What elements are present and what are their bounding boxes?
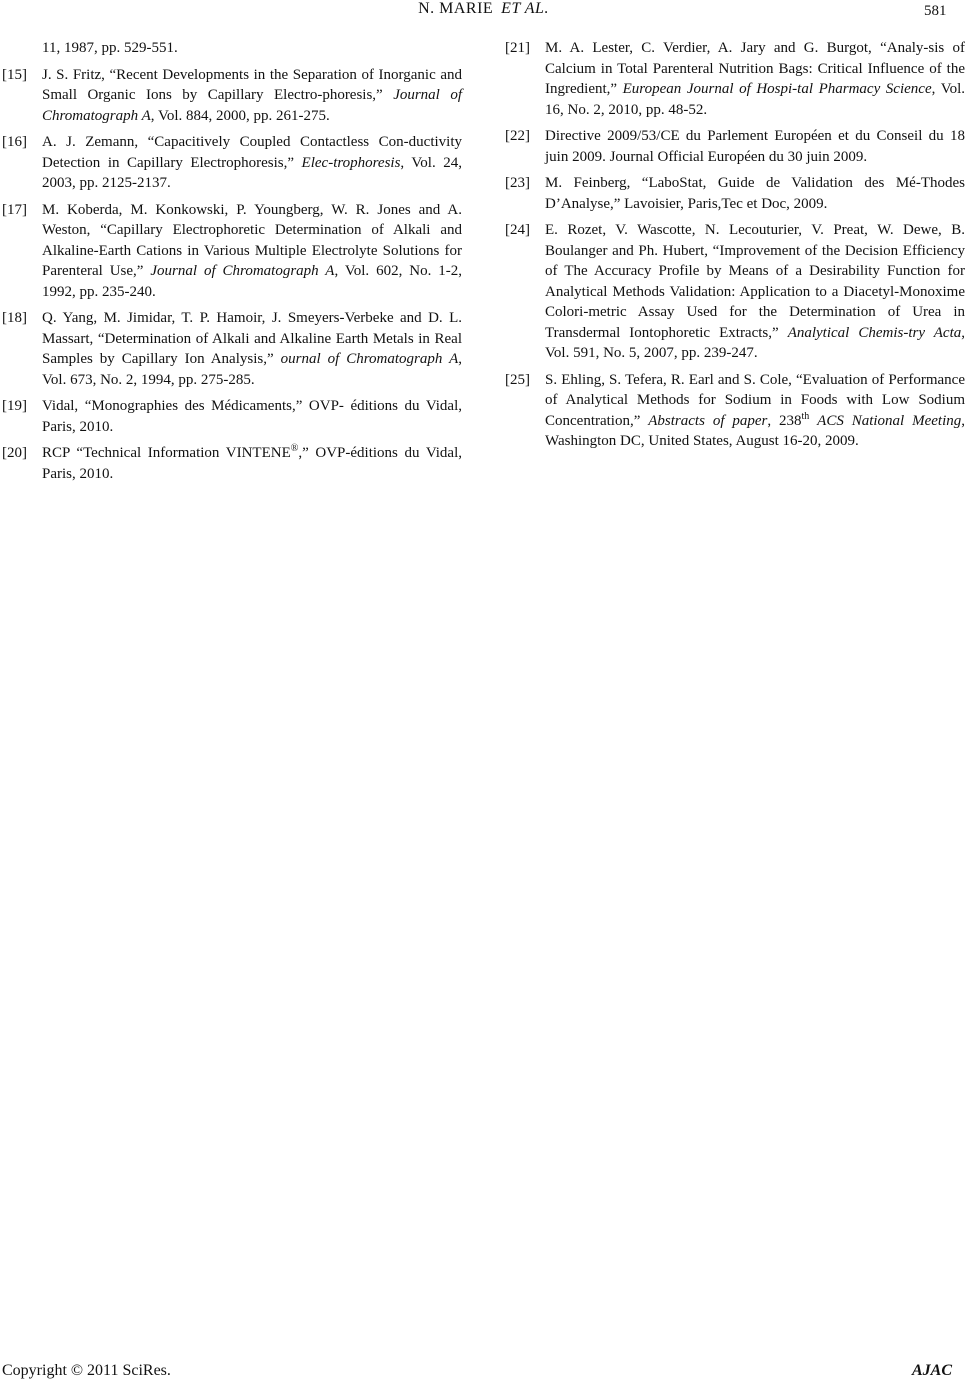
reference-text: A. J. Zemann, “Capacitively Coupled Contactless Con-ductivity Detection in Capillary Electrophoresis,”	[42, 134, 462, 171]
reference-text: S. Ehling, S. Tefera, R. Earl and S. Cole, “Evaluation of Performance of Analytical Methods for Sodium in Foods with Low Sodium Concentration,”	[545, 371, 965, 429]
reference-text: 11, 1987, pp. 529-551.	[42, 40, 178, 56]
reference-text: M. A. Lester, C. Verdier, A. Jary and G. Burgot, “Analy-sis of Calcium in Total Parenteral Nutrition Bags: Critical Influence of the Ingredient,”	[545, 40, 965, 97]
reference-text: , Vol. 16, No. 2, 2010, pp. 48-52.	[545, 81, 966, 118]
reference-number: [20]	[2, 445, 27, 461]
running-head	[0, 0, 967, 24]
reference-text: J. S. Fritz, “Recent Developments in the Separation of Inorganic and Small Organic Ions by Capillary Electro-phoresis,”	[42, 66, 462, 103]
reference-item	[505, 370, 965, 452]
journal-abbreviation: AJAC	[912, 1362, 953, 1379]
references-right-column	[505, 38, 965, 458]
reference-number: [17]	[2, 201, 27, 218]
reference-number: [25]	[505, 371, 530, 388]
et-al: ET AL.	[501, 0, 549, 17]
reference-item	[2, 132, 462, 194]
reference-item	[2, 200, 462, 303]
registered-mark: ®	[290, 443, 299, 454]
reference-number: [18]	[2, 310, 27, 326]
reference-text: M. Feinberg, “LaboStat, Guide de Validation des Mé-Thodes D’Analyse,” Lavoisier, Paris,Tec et Doc, 2009.	[545, 175, 965, 212]
journal-title: Journal of Chromatograph A	[150, 263, 335, 279]
reference-text: , Vol. 24, 2003, pp. 2125-2137.	[42, 154, 462, 191]
reference-text: , Washington DC, United States, August 16-20, 2009.	[545, 412, 966, 449]
reference-text: RCP “Technical Information VINTENE	[42, 445, 291, 461]
reference-item	[2, 38, 462, 59]
author-name: N. MARIE	[418, 0, 494, 17]
reference-text: Directive 2009/53/CE du Parlement Européen et du Conseil du 18 juin 2009. Journal Official Européen du 30 juin 2009.	[545, 128, 965, 165]
page-number: 581	[924, 3, 947, 19]
reference-item	[505, 126, 965, 167]
reference-item	[2, 396, 462, 437]
copyright-notice: Copyright © 2011 SciRes.	[2, 1362, 171, 1379]
reference-item	[505, 173, 965, 214]
reference-text: Vidal, “Monographies des Médicaments,” OVP- éditions du Vidal, Paris, 2010.	[42, 398, 462, 435]
reference-number: [21]	[505, 40, 530, 56]
reference-text: , Vol. 673, No. 2, 1994, pp. 275-285.	[42, 351, 462, 388]
reference-number: [24]	[505, 222, 530, 238]
reference-text: ,” OVP-éditions du Vidal, Paris, 2010.	[42, 445, 462, 482]
reference-number: [23]	[505, 175, 530, 191]
journal-title: Analytical Chemis-try Acta	[787, 324, 962, 341]
reference-text: , Vol. 884, 2000, pp. 261-275.	[150, 107, 330, 124]
reference-number: [15]	[2, 66, 27, 83]
reference-item	[2, 308, 462, 390]
reference-number: [22]	[505, 128, 530, 144]
reference-item	[505, 220, 965, 364]
journal-title: European Journal of Hospi-tal Pharmacy Science	[622, 81, 932, 97]
reference-text: , Vol. 591, No. 5, 2007, pp. 239-247.	[545, 324, 965, 361]
journal-title: ournal of Chromatograph A	[280, 351, 459, 367]
reference-number: [19]	[2, 398, 27, 414]
reference-text: E. Rozet, V. Wascotte, N. Lecouturier, V. Preat, W. Dewe, B. Boulanger and Ph. Hubert, “Improvement of the Decision Efficiency of The Accuracy Profile by Means of a Desirability Function for Analytical Methods Validation: Application to a Diacetyl-Monoxime Colori-metric Assay Used for the Determination of Urea in Transdermal Iontophoretic Extracts,”	[545, 222, 965, 341]
reference-text: M. Koberda, M. Konkowski, P. Youngberg, W. R. Jones and A. Weston, “Capillary Electrophoretic Determination of Alkali and Alkaline-Earth Cations in Various Multiple Electrolyte Solutions for Parenteral Use,”	[42, 201, 462, 279]
reference-item	[505, 38, 965, 120]
reference-number: [16]	[2, 134, 27, 150]
ordinal-suffix: th	[801, 410, 810, 422]
journal-title: Journal of Chromatograph A	[42, 87, 462, 124]
reference-item	[2, 65, 462, 127]
conference-title: ACS National Meeting	[817, 412, 962, 429]
reference-text	[809, 413, 817, 429]
running-head-authors	[0, 0, 967, 18]
reference-text: , Vol. 602, No. 1-2, 1992, pp. 235-240.	[42, 263, 462, 300]
reference-text: Q. Yang, M. Jimidar, T. P. Hamoir, J. Smeyers-Verbeke and D. L. Massart, “Determination of Alkali and Alkaline Earth Metals in Real Samples by Capillary Ion Analysis,”	[42, 310, 462, 367]
journal-title: Elec-trophoresis	[301, 154, 401, 171]
references-left-column	[2, 38, 462, 490]
reference-item	[2, 443, 462, 484]
reference-text: , 238	[767, 412, 802, 429]
journal-title: Abstracts of paper	[648, 412, 768, 429]
